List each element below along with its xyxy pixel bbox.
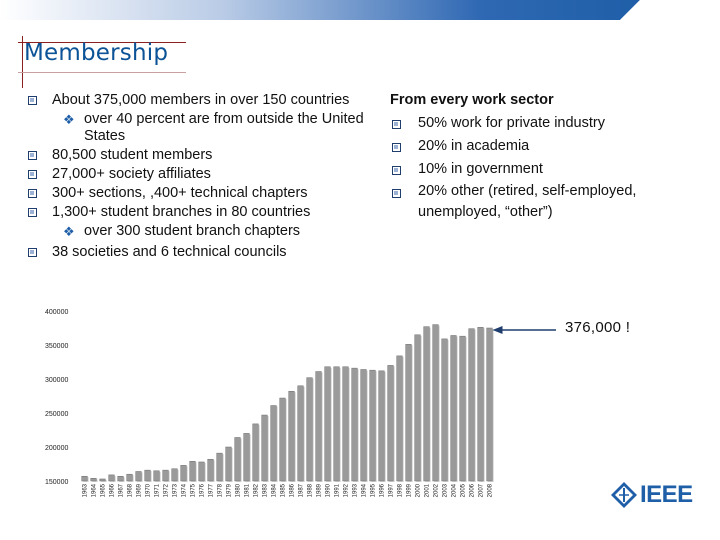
slide-title: Membership [24, 40, 169, 66]
y-tick-label: 200000 [45, 445, 69, 452]
bar-1965 [100, 479, 106, 481]
x-tick-label: 1981 [244, 484, 251, 498]
bar-1981 [244, 433, 250, 481]
x-tick-label: 1977 [208, 484, 215, 498]
x-tick-label: 1966 [109, 484, 116, 498]
bar-1988 [307, 378, 313, 481]
bar-1974 [181, 465, 187, 481]
x-tick-label: 1994 [361, 484, 368, 498]
x-tick-label: 1975 [190, 484, 197, 498]
bar-1976 [199, 462, 205, 481]
bar-2005 [460, 336, 466, 481]
ieee-logo-text: IEEE [640, 481, 693, 508]
bar-1966 [109, 475, 115, 481]
x-tick-label: 1983 [262, 484, 269, 498]
membership-bullet-list [28, 92, 368, 263]
x-tick-label: 1963 [82, 484, 89, 498]
bar-1983 [262, 415, 268, 481]
x-tick-label: 1969 [136, 484, 143, 498]
x-tick-label: 2002 [433, 484, 440, 498]
square-bullet-icon [392, 143, 401, 152]
bullet-student-members: 80,500 student members [28, 147, 368, 164]
x-tick-label: 1978 [217, 484, 224, 498]
square-bullet-icon [28, 96, 37, 105]
x-tick-label: 1968 [127, 484, 134, 498]
x-tick-label: 1972 [163, 484, 170, 498]
x-tick-label: 1971 [154, 484, 161, 498]
y-tick-label: 400000 [45, 309, 69, 316]
diamond-bullet-icon: ❖ [63, 112, 75, 127]
bar-2002 [433, 325, 439, 481]
x-tick-label: 1974 [181, 484, 188, 498]
bar-1989 [316, 372, 322, 481]
bullet-society-affiliates: 27,000+ society affiliates [28, 166, 368, 183]
sector-item-government: 10% in government [390, 158, 690, 181]
bar-1997 [388, 365, 394, 481]
x-tick-label: 1979 [226, 484, 233, 498]
bar-2000 [415, 335, 421, 481]
x-tick-label: 1973 [172, 484, 179, 498]
x-tick-label: 2006 [469, 484, 476, 498]
bar-1967 [118, 476, 124, 481]
x-tick-label: 1990 [325, 484, 332, 498]
bar-1993 [352, 368, 358, 481]
bar-1963 [82, 476, 88, 481]
y-tick-label: 150000 [45, 479, 69, 486]
bullet-members: About 375,000 members in over 150 countries [28, 92, 368, 109]
top-header-bar [0, 0, 720, 20]
bar-1968 [127, 474, 133, 481]
sector-item-industry: 50% work for private industry [390, 112, 690, 135]
bar-1986 [289, 391, 295, 481]
x-tick-label: 2001 [424, 484, 431, 498]
x-tick-label: 1964 [91, 484, 98, 498]
bar-1994 [361, 369, 367, 481]
bar-1982 [253, 424, 259, 481]
bullet-societies: 38 societies and 6 technical councils [28, 244, 368, 261]
sub-bullet-outside-us: ❖ over 40 percent are from outside the United States [63, 111, 364, 144]
x-tick-label: 1986 [289, 484, 296, 498]
x-tick-label: 1980 [235, 484, 242, 498]
bar-1990 [325, 367, 331, 481]
x-tick-label: 1967 [118, 484, 125, 498]
x-tick-label: 2000 [415, 484, 422, 498]
bar-1973 [172, 469, 178, 481]
bar-1999 [406, 344, 412, 481]
bar-1977 [208, 459, 214, 481]
work-sector-section [390, 89, 690, 223]
x-tick-label: 2005 [460, 484, 467, 498]
title-rule-vertical [22, 36, 23, 88]
work-sector-heading: From every work sector [390, 92, 554, 108]
sub-bullet-branch-chapters: ❖ over 300 student branch chapters [63, 223, 301, 239]
bar-1964 [91, 478, 97, 481]
x-tick-label: 1997 [388, 484, 395, 498]
x-tick-label: 1992 [343, 484, 350, 498]
square-bullet-icon [28, 189, 37, 198]
bar-2006 [469, 329, 475, 481]
x-tick-label: 1965 [100, 484, 107, 498]
x-tick-label: 1998 [397, 484, 404, 498]
bar-1996 [379, 371, 385, 481]
bar-1979 [226, 447, 232, 481]
x-tick-label: 1985 [280, 484, 287, 498]
square-bullet-icon [392, 166, 401, 175]
bullet-sections: 300+ sections, ,400+ technical chapters [28, 185, 368, 202]
title-rule-bottom [18, 72, 186, 73]
bar-1998 [397, 356, 403, 481]
square-bullet-icon [28, 208, 37, 217]
x-tick-label: 2007 [478, 484, 485, 498]
bullet-student-branches: 1,300+ student branches in 80 countries [28, 204, 368, 221]
x-tick-label: 2004 [451, 484, 458, 498]
x-tick-label: 1999 [406, 484, 413, 498]
bar-2001 [424, 327, 430, 481]
x-tick-label: 1995 [370, 484, 377, 498]
bar-1984 [271, 406, 277, 481]
diamond-bullet-icon: ❖ [63, 224, 75, 239]
bar-1992 [343, 367, 349, 481]
bar-2007 [478, 327, 484, 481]
bar-1969 [136, 471, 142, 481]
square-bullet-icon [392, 120, 401, 129]
x-tick-label: 1976 [199, 484, 206, 498]
x-tick-label: 1984 [271, 484, 278, 498]
bar-1975 [190, 461, 196, 481]
sector-item-other: 20% other (retired, self-employed, unemployed, “other”) [390, 181, 690, 223]
y-tick-label: 300000 [45, 377, 69, 384]
bar-1987 [298, 386, 304, 481]
y-tick-label: 350000 [45, 343, 69, 350]
x-tick-label: 1989 [316, 484, 323, 498]
x-tick-label: 1993 [352, 484, 359, 498]
bar-1978 [217, 453, 223, 481]
bar-1980 [235, 437, 241, 481]
x-tick-label: 1991 [334, 484, 341, 498]
sector-item-academia: 20% in academia [390, 135, 690, 158]
bar-2004 [451, 335, 457, 481]
chart-annotation: 376,000 ! [565, 319, 631, 336]
x-tick-label: 1996 [379, 484, 386, 498]
bar-1991 [334, 367, 340, 481]
x-tick-label: 1982 [253, 484, 260, 498]
bar-2008 [487, 328, 493, 481]
bar-1995 [370, 370, 376, 481]
x-tick-label: 2003 [442, 484, 449, 498]
bar-1970 [145, 470, 151, 481]
square-bullet-icon [28, 170, 37, 179]
annotation-arrow-head-icon [493, 326, 503, 334]
x-tick-label: 2008 [487, 484, 494, 498]
x-tick-label: 1987 [298, 484, 305, 498]
x-tick-label: 1970 [145, 484, 152, 498]
square-bullet-icon [392, 189, 401, 198]
x-tick-label: 1988 [307, 484, 314, 498]
bar-1985 [280, 398, 286, 481]
y-tick-label: 250000 [45, 411, 69, 418]
bar-1971 [154, 471, 160, 481]
square-bullet-icon [28, 151, 37, 160]
square-bullet-icon [28, 248, 37, 257]
bar-1972 [163, 470, 169, 481]
bar-2003 [442, 339, 448, 481]
